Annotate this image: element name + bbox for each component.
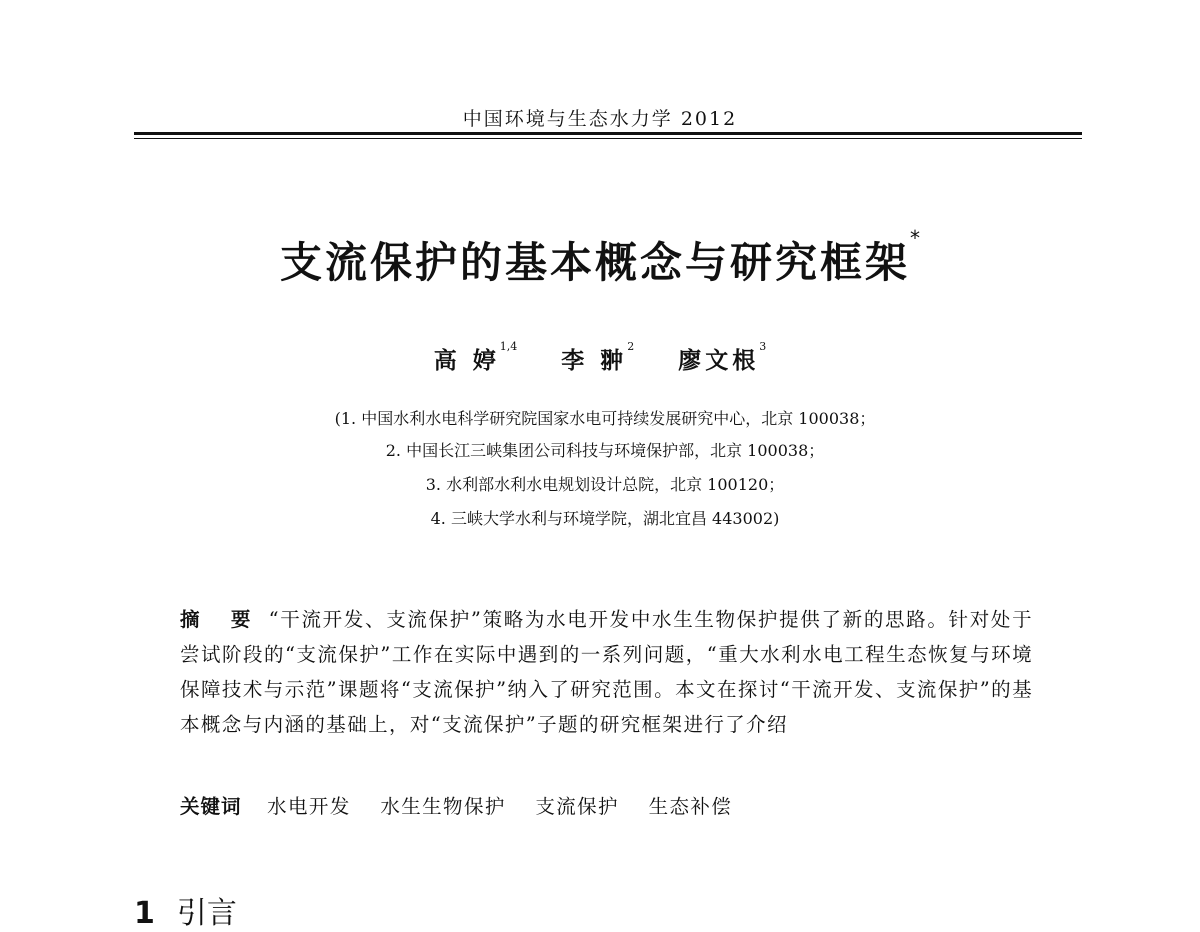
author-name: 李 翀	[561, 347, 628, 374]
abstract-label: 摘 要	[180, 608, 263, 631]
section-title: 引言	[176, 896, 237, 931]
author-affiliation-mark: 2	[627, 340, 635, 353]
keywords-label: 关键词	[180, 795, 242, 818]
author-affiliation-mark: 1,4	[499, 340, 518, 353]
keyword: 支流保护	[535, 795, 619, 818]
author	[561, 342, 634, 375]
section-number: 1	[134, 896, 155, 931]
author-affiliation-mark: 3	[759, 340, 767, 353]
section-heading	[134, 888, 237, 932]
author-name: 廖文根	[678, 347, 760, 374]
title-footnote-mark: *	[910, 226, 920, 250]
keyword: 水电开发	[267, 795, 351, 818]
header-rule-thick	[134, 132, 1082, 135]
paper-title-text: 支流保护的基本概念与研究框架	[279, 238, 910, 287]
keywords	[180, 789, 1033, 824]
author-list	[0, 342, 1200, 375]
author-name: 高 婷	[433, 347, 500, 374]
running-header: 中国环境与生态水力学 2012	[462, 108, 738, 130]
affiliation: (1. 中国水利水电科学研究院国家水电可持续发展研究中心，北京 100038；	[334, 409, 876, 428]
affiliation: 4. 三峡大学水利与环境学院，湖北宜昌 443002)	[430, 509, 780, 528]
abstract-text: “干流开发、支流保护”策略为水电开发中水生生物保护提供了新的思路。针对处于尝试阶段的“支流保护”工作在实际中遇到的一系列问题，“重大水利水电工程生态恢复与环境保障技术与示范”课题将“支流保护”纳入了研究范围。本文在探讨“干流开发、支流保护”的基本概念与内涵的基础上，对“支流保护”子题的研究框架进行了介绍	[180, 608, 1033, 736]
affiliation: 3. 水利部水利水电规划设计总院，北京 100120；	[425, 475, 785, 494]
keyword: 生态补偿	[648, 795, 733, 818]
author	[678, 342, 766, 375]
abstract	[180, 602, 1033, 742]
keyword: 水生生物保护	[380, 795, 506, 818]
header-rule-thin	[134, 138, 1082, 139]
paper-title	[0, 226, 1200, 290]
affiliation: 2. 中国长江三峡集团公司科技与环境保护部，北京 100038；	[385, 441, 825, 460]
author	[434, 342, 518, 375]
